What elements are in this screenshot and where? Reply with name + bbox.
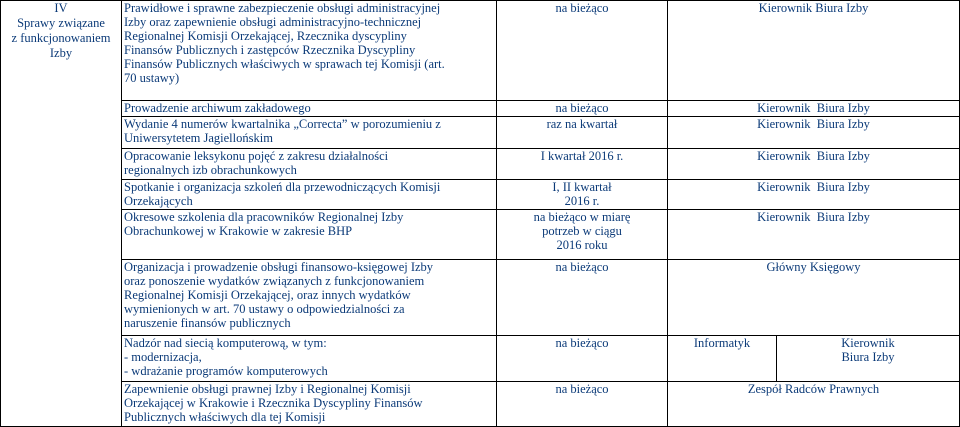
task-line: Izby oraz zapewnienie obsługi administracyjno-technicznej (124, 15, 422, 29)
term-cell (497, 149, 668, 180)
responsible-cell (777, 336, 960, 382)
task-line: Finansów Publicznych właściwych w sprawach tej Komisji (art. (124, 57, 445, 71)
term-line: I, II kwartał (552, 180, 612, 194)
term-line: na bieżąco w miarę (533, 210, 631, 224)
table-row (1, 210, 960, 260)
term-line: 2016 r. (564, 194, 600, 208)
responsible-line: Kierownik Biura Izby (757, 149, 870, 163)
responsible-line: Kierownik Biura Izby (757, 117, 870, 131)
table-row (1, 101, 960, 117)
responsible-cell (668, 1, 960, 101)
task-cell (122, 210, 497, 260)
task-line: Prowadzenie archiwum zakładowego (124, 101, 311, 115)
task-line: Regionalnej Komisji Orzekającej, Rzecznika dyscypliny (124, 29, 407, 43)
task-line: Zapewnienie obsługi prawnej Izby i Regionalnej Komisji (124, 382, 411, 396)
task-cell (122, 149, 497, 180)
responsible-cell (668, 180, 960, 210)
task-line: Nadzór nad siecią komputerową, w tym: (124, 336, 327, 350)
term-cell (497, 1, 668, 101)
task-line: wymienionych w art. 70 ustawy o odpowiedzialności za (124, 302, 405, 316)
term-cell (497, 336, 668, 382)
task-line: Orzekających (124, 194, 193, 208)
term-line: na bieżąco (555, 336, 609, 350)
task-line: Orzekającej w Krakowie i Rzecznika Dyscypliny Finansów (124, 396, 423, 410)
task-line: Uniwersytetem Jagiellońskim (124, 131, 273, 145)
term-cell (497, 382, 668, 427)
term-line: na bieżąco (555, 260, 609, 274)
responsible-line: Kierownik (841, 336, 895, 350)
task-line: oraz ponoszenie wydatków związanych z funkcjonowaniem (124, 274, 425, 288)
term-cell (497, 117, 668, 149)
task-line: - wdrażanie programów komputerowych (124, 364, 328, 378)
section-cell (1, 1, 122, 427)
term-line: raz na kwartał (546, 117, 618, 131)
responsible-cell (668, 149, 960, 180)
term-line: na bieżąco (555, 101, 609, 115)
responsible-cell (668, 101, 960, 117)
term-line: 2016 roku (556, 238, 608, 252)
responsible-line: Zespół Radców Prawnych (747, 382, 880, 396)
task-line: Opracowanie leksykonu pojęć z zakresu działalności (124, 149, 389, 163)
responsible-line: Biura Izby (841, 350, 895, 364)
term-line: I kwartał 2016 r. (540, 149, 624, 163)
task-line: - modernizacja, (124, 350, 202, 364)
task-line: regionalnych izb obrachunkowych (124, 163, 297, 177)
task-line: Prawidłowe i sprawne zabezpieczenie obsługi administracyjnej (124, 1, 441, 15)
task-cell (122, 260, 497, 336)
responsible-line: Kierownik Biura Izby (757, 210, 870, 224)
table-row (1, 117, 960, 149)
section-title-line: z funkcjonowaniem (11, 31, 111, 45)
table-row (1, 180, 960, 210)
task-line: Obrachunkowej w Krakowie w zakresie BHP (124, 224, 353, 238)
term-cell (497, 260, 668, 336)
responsible-line: Kierownik Biura Izby (757, 180, 870, 194)
table-row (1, 149, 960, 180)
table-row (1, 260, 960, 336)
responsible-line: Główny Księgowy (766, 260, 861, 274)
task-line: 70 ustawy) (124, 71, 180, 85)
term-line: potrzeb w ciągu (542, 224, 622, 238)
task-line: Regionalnej Komisji Orzekającej, oraz innych wydatków (124, 288, 411, 302)
responsible-cell (668, 382, 960, 427)
responsible-cell (668, 260, 960, 336)
task-line: Spotkanie i organizacja szkoleń dla przewodniczących Komisji (124, 180, 441, 194)
task-line: Finansów Publicznych i zastępców Rzecznika Dyscypliny (124, 43, 416, 57)
task-cell (122, 336, 497, 382)
section-title-line: Izby (49, 46, 73, 60)
task-line: naruszenie finansów publicznych (124, 316, 291, 330)
responsible-cell (668, 210, 960, 260)
responsible-cell (668, 336, 777, 382)
term-cell (497, 210, 668, 260)
responsible-cell (668, 117, 960, 149)
term-cell (497, 180, 668, 210)
task-line: Publicznych właściwych dla tej Komisji (124, 410, 326, 424)
responsible-line: Kierownik Biura Izby (758, 1, 869, 15)
task-cell (122, 1, 497, 101)
responsible-line: Informatyk (693, 336, 751, 350)
task-line: Wydanie 4 numerów kwartalnika „Correcta” w porozumieniu z (124, 117, 441, 131)
table-row (1, 336, 960, 382)
term-line: na bieżąco (555, 1, 609, 15)
task-cell (122, 180, 497, 210)
section-title-line: Sprawy związane (17, 16, 105, 30)
term-line: na bieżąco (555, 382, 609, 396)
task-cell (122, 117, 497, 149)
task-line: Organizacja i prowadzenie obsługi finansowo-księgowej Izby (124, 260, 434, 274)
table-row (1, 382, 960, 427)
section-number: IV (54, 1, 68, 15)
task-line: Okresowe szkolenia dla pracowników Regionalnej Izby (124, 210, 404, 224)
table-row (1, 1, 960, 101)
task-cell (122, 382, 497, 427)
responsible-line: Kierownik Biura Izby (757, 101, 870, 115)
term-cell (497, 101, 668, 117)
task-cell (122, 101, 497, 117)
